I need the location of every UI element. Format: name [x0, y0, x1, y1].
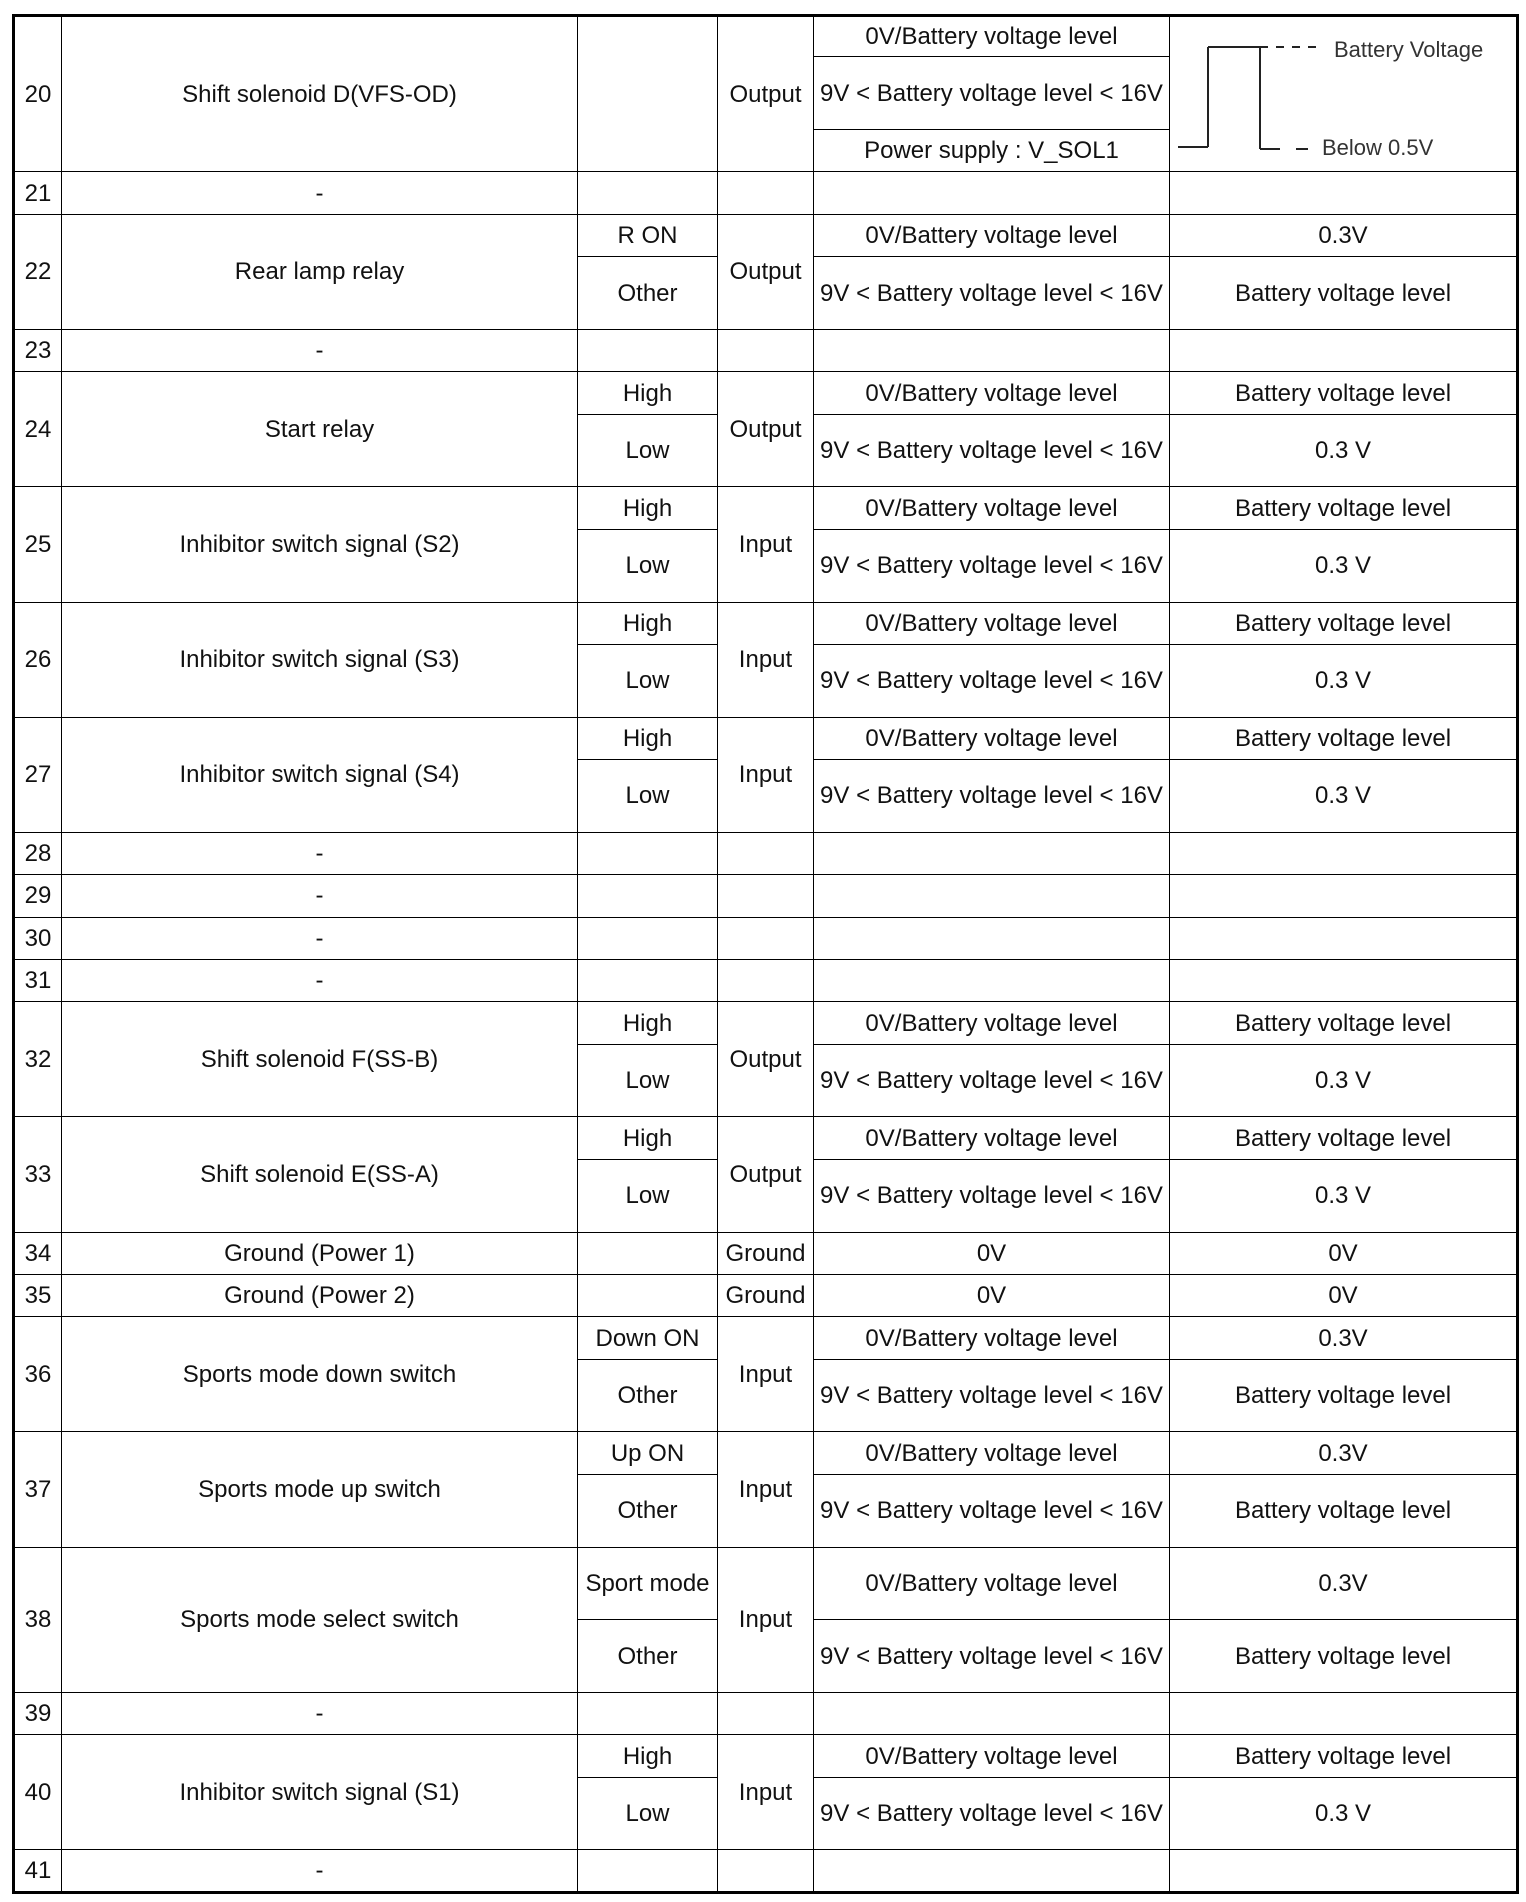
condition: [578, 959, 718, 1001]
table-row: [14, 372, 1518, 414]
table-row: [14, 1735, 1518, 1777]
condition: Low: [578, 529, 718, 602]
pin-name: Inhibitor switch signal (S4): [62, 717, 578, 832]
voltage-level: Power supply : V_SOL1: [814, 130, 1170, 172]
condition: Down ON: [578, 1317, 718, 1359]
measured-value: [1170, 172, 1518, 214]
condition: High: [578, 717, 718, 759]
voltage-level: 0V/Battery voltage level: [814, 1735, 1170, 1777]
pin-number: 27: [14, 717, 62, 832]
table-row: [14, 329, 1518, 371]
measured-value: Battery voltage level: [1170, 257, 1518, 330]
signal-type: [718, 1692, 814, 1734]
pin-name: Rear lamp relay: [62, 214, 578, 329]
pin-number: 23: [14, 329, 62, 371]
table-row: [14, 959, 1518, 1001]
condition: High: [578, 1117, 718, 1159]
voltage-level: 0V/Battery voltage level: [814, 1432, 1170, 1474]
table-row: [14, 1274, 1518, 1316]
measured-value: Battery voltage level: [1170, 1735, 1518, 1777]
voltage-level: 0V/Battery voltage level: [814, 16, 1170, 57]
signal-type: Input: [718, 1735, 814, 1850]
voltage-level: 9V < Battery voltage level < 16V: [814, 1777, 1170, 1850]
signal-type: [718, 329, 814, 371]
condition: Sport mode: [578, 1547, 718, 1620]
voltage-level: 0V/Battery voltage level: [814, 1317, 1170, 1359]
condition: [578, 329, 718, 371]
measured-value: 0V: [1170, 1274, 1518, 1316]
condition: [578, 832, 718, 874]
pin-name: Inhibitor switch signal (S2): [62, 487, 578, 602]
condition: [578, 1692, 718, 1734]
pin-number: 41: [14, 1850, 62, 1893]
voltage-level: 9V < Battery voltage level < 16V: [814, 257, 1170, 330]
pin-name: Shift solenoid D(VFS-OD): [62, 16, 578, 172]
pin-number: 28: [14, 832, 62, 874]
signal-type: Input: [718, 1547, 814, 1692]
measured-value: 0.3V: [1170, 1432, 1518, 1474]
measured-value: [1170, 832, 1518, 874]
pin-name: Inhibitor switch signal (S3): [62, 602, 578, 717]
signal-type: Input: [718, 717, 814, 832]
pin-number: 36: [14, 1317, 62, 1432]
condition: Up ON: [578, 1432, 718, 1474]
table-row: [14, 832, 1518, 874]
pin-number: 25: [14, 487, 62, 602]
table-row: [14, 16, 1518, 57]
measured-value: [1170, 329, 1518, 371]
voltage-level: [814, 329, 1170, 371]
table-row: [14, 1002, 1518, 1044]
measured-value: 0.3 V: [1170, 414, 1518, 487]
pin-number: 30: [14, 917, 62, 959]
measured-value: [1170, 959, 1518, 1001]
measured-value: 0.3 V: [1170, 760, 1518, 833]
pin-name: Shift solenoid F(SS-B): [62, 1002, 578, 1117]
measured-value: [1170, 1850, 1518, 1893]
condition: Other: [578, 1359, 718, 1432]
signal-type: Output: [718, 16, 814, 172]
signal-type: Input: [718, 1317, 814, 1432]
condition: [578, 1274, 718, 1316]
pin-name: -: [62, 1692, 578, 1734]
table-row: [14, 172, 1518, 214]
pin-name: -: [62, 875, 578, 917]
signal-type: Ground: [718, 1232, 814, 1274]
condition: High: [578, 487, 718, 529]
waveform-diagram: [1170, 19, 1516, 169]
voltage-level: [814, 875, 1170, 917]
voltage-level: 0V/Battery voltage level: [814, 487, 1170, 529]
pin-number: 39: [14, 1692, 62, 1734]
condition: Low: [578, 760, 718, 833]
pin-name: -: [62, 172, 578, 214]
signal-type: [718, 959, 814, 1001]
table-row: [14, 602, 1518, 644]
table-row: [14, 1432, 1518, 1474]
measured-value: Battery voltage level: [1170, 372, 1518, 414]
pin-number: 34: [14, 1232, 62, 1274]
pin-name: -: [62, 959, 578, 1001]
voltage-level: 0V: [814, 1274, 1170, 1316]
voltage-level: 0V/Battery voltage level: [814, 1002, 1170, 1044]
measured-value: [1170, 875, 1518, 917]
measured-value: Battery voltage level: [1170, 602, 1518, 644]
condition: High: [578, 1735, 718, 1777]
pin-spec-table: [12, 14, 1519, 1894]
table-row: [14, 1850, 1518, 1893]
condition: [578, 172, 718, 214]
pin-name: -: [62, 917, 578, 959]
signal-type: Input: [718, 1432, 814, 1547]
table-row: [14, 1117, 1518, 1159]
pin-name: Ground (Power 2): [62, 1274, 578, 1316]
voltage-level: [814, 832, 1170, 874]
waveform-high-label: Battery Voltage: [1334, 37, 1484, 63]
condition: R ON: [578, 214, 718, 256]
voltage-level: [814, 1850, 1170, 1893]
condition: High: [578, 602, 718, 644]
signal-type: Input: [718, 487, 814, 602]
table-row: [14, 214, 1518, 256]
voltage-level: [814, 172, 1170, 214]
condition: High: [578, 1002, 718, 1044]
signal-type: Ground: [718, 1274, 814, 1316]
condition: Low: [578, 414, 718, 487]
condition: [578, 917, 718, 959]
condition-cell: [578, 16, 718, 172]
voltage-level: [814, 959, 1170, 1001]
pin-name: Sports mode down switch: [62, 1317, 578, 1432]
condition: High: [578, 372, 718, 414]
condition: Low: [578, 1044, 718, 1117]
pin-number: 33: [14, 1117, 62, 1232]
measured-value: Battery voltage level: [1170, 1359, 1518, 1432]
condition: Low: [578, 1777, 718, 1850]
signal-type: [718, 875, 814, 917]
pin-name: -: [62, 1850, 578, 1893]
measured-value: Battery voltage level: [1170, 1002, 1518, 1044]
pin-name: -: [62, 832, 578, 874]
voltage-level: 0V/Battery voltage level: [814, 214, 1170, 256]
condition: Other: [578, 257, 718, 330]
pin-name: Sports mode up switch: [62, 1432, 578, 1547]
voltage-level: 0V/Battery voltage level: [814, 717, 1170, 759]
pin-number: 37: [14, 1432, 62, 1547]
voltage-level: 9V < Battery voltage level < 16V: [814, 414, 1170, 487]
voltage-level: 9V < Battery voltage level < 16V: [814, 644, 1170, 717]
voltage-level: 9V < Battery voltage level < 16V: [814, 760, 1170, 833]
table-row: [14, 1692, 1518, 1734]
condition: [578, 1850, 718, 1893]
table-row: [14, 917, 1518, 959]
voltage-level: 9V < Battery voltage level < 16V: [814, 1620, 1170, 1693]
measured-value: 0.3 V: [1170, 1777, 1518, 1850]
waveform-cell: [1170, 16, 1518, 172]
condition: [578, 875, 718, 917]
voltage-level: 9V < Battery voltage level < 16V: [814, 1359, 1170, 1432]
voltage-level: 9V < Battery voltage level < 16V: [814, 57, 1170, 130]
pin-number: 38: [14, 1547, 62, 1692]
measured-value: 0.3V: [1170, 214, 1518, 256]
measured-value: Battery voltage level: [1170, 487, 1518, 529]
measured-value: Battery voltage level: [1170, 1117, 1518, 1159]
signal-type: Output: [718, 1117, 814, 1232]
signal-type: [718, 1850, 814, 1893]
measured-value: 0V: [1170, 1232, 1518, 1274]
measured-value: 0.3V: [1170, 1547, 1518, 1620]
voltage-level: 0V/Battery voltage level: [814, 1547, 1170, 1620]
condition: Other: [578, 1620, 718, 1693]
pin-name: Ground (Power 1): [62, 1232, 578, 1274]
pin-name: -: [62, 329, 578, 371]
waveform-low-label: Below 0.5V: [1322, 135, 1434, 161]
table-row: [14, 875, 1518, 917]
pin-number: 29: [14, 875, 62, 917]
table-row: [14, 1547, 1518, 1620]
signal-type: [718, 832, 814, 874]
measured-value: 0.3 V: [1170, 1159, 1518, 1232]
condition: Other: [578, 1474, 718, 1547]
table-row: [14, 487, 1518, 529]
pin-number: 32: [14, 1002, 62, 1117]
pin-number: 24: [14, 372, 62, 487]
voltage-level: 0V/Battery voltage level: [814, 602, 1170, 644]
measured-value: 0.3 V: [1170, 1044, 1518, 1117]
measured-value: [1170, 1692, 1518, 1734]
condition: [578, 1232, 718, 1274]
voltage-level: [814, 1692, 1170, 1734]
pin-number: 31: [14, 959, 62, 1001]
voltage-level: 0V: [814, 1232, 1170, 1274]
signal-type: Output: [718, 214, 814, 329]
measured-value: Battery voltage level: [1170, 1474, 1518, 1547]
table-row: [14, 1232, 1518, 1274]
pin-number: 40: [14, 1735, 62, 1850]
signal-type: [718, 172, 814, 214]
pin-number: 35: [14, 1274, 62, 1316]
signal-type: [718, 917, 814, 959]
voltage-level: [814, 917, 1170, 959]
measured-value: 0.3V: [1170, 1317, 1518, 1359]
pin-number: 21: [14, 172, 62, 214]
signal-type: Output: [718, 1002, 814, 1117]
measured-value: [1170, 917, 1518, 959]
pin-number: 22: [14, 214, 62, 329]
voltage-level: 9V < Battery voltage level < 16V: [814, 1044, 1170, 1117]
pin-number: 20: [14, 16, 62, 172]
measured-value: 0.3 V: [1170, 644, 1518, 717]
voltage-level: 0V/Battery voltage level: [814, 372, 1170, 414]
pin-number: 26: [14, 602, 62, 717]
voltage-level: 9V < Battery voltage level < 16V: [814, 529, 1170, 602]
voltage-level: 0V/Battery voltage level: [814, 1117, 1170, 1159]
signal-type: Output: [718, 372, 814, 487]
condition: Low: [578, 644, 718, 717]
table-row: [14, 1317, 1518, 1359]
signal-type: Input: [718, 602, 814, 717]
measured-value: 0.3 V: [1170, 529, 1518, 602]
measured-value: Battery voltage level: [1170, 1620, 1518, 1693]
pin-name: Inhibitor switch signal (S1): [62, 1735, 578, 1850]
pin-name: Start relay: [62, 372, 578, 487]
condition: Low: [578, 1159, 718, 1232]
measured-value: Battery voltage level: [1170, 717, 1518, 759]
pin-name: Shift solenoid E(SS-A): [62, 1117, 578, 1232]
voltage-level: 9V < Battery voltage level < 16V: [814, 1159, 1170, 1232]
voltage-level: 9V < Battery voltage level < 16V: [814, 1474, 1170, 1547]
table-row: [14, 717, 1518, 759]
pin-name: Sports mode select switch: [62, 1547, 578, 1692]
